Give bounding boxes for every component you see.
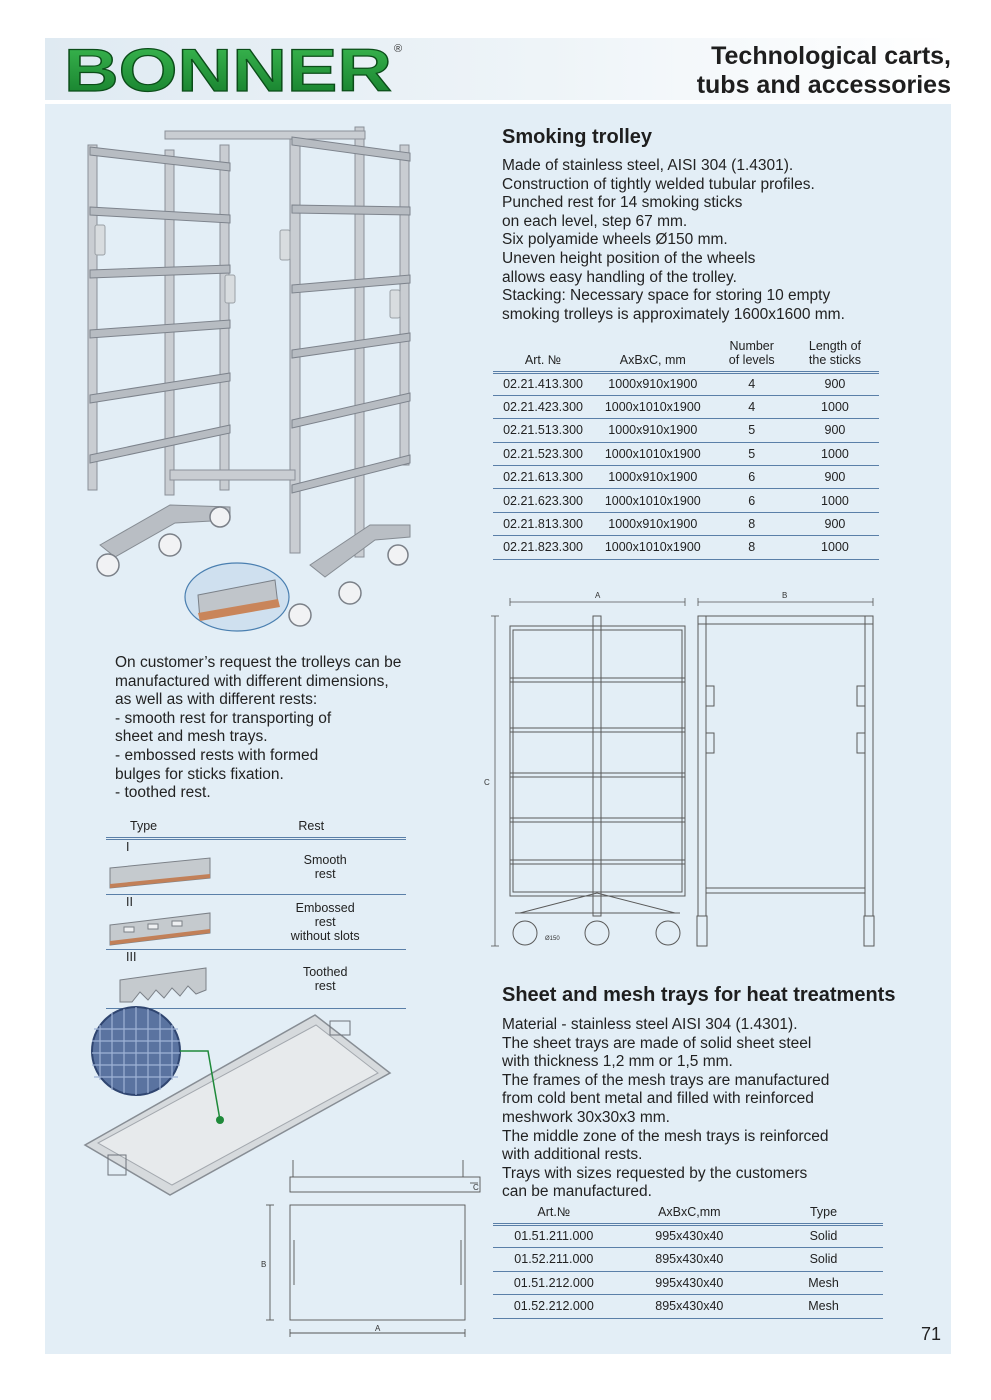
description-line: as well as with different rests: — [115, 691, 318, 709]
header-title-line2: tubs and accessories — [696, 71, 951, 99]
page-header-title — [697, 42, 951, 100]
table-row: III Toothed rest — [106, 949, 406, 1008]
trolley-technical-drawing — [480, 588, 880, 953]
col-header-rest: Rest — [244, 806, 406, 838]
dimension-label-c: C — [484, 778, 490, 787]
trays-description — [502, 1016, 829, 1202]
logo-text: BONNER — [64, 38, 392, 98]
dimension-label-b: B — [261, 1260, 267, 1269]
smoking-trolley-description — [502, 157, 845, 324]
description-line: meshwork 30x30x3 mm. — [502, 1108, 670, 1126]
tray-technical-drawing — [260, 1155, 490, 1340]
wheel-dimension-label: Ø150 — [545, 936, 560, 942]
description-line: manufactured with different dimensions, — [115, 672, 389, 690]
description-line: - toothed rest. — [115, 784, 211, 802]
header-title-line1: Technological carts, — [711, 42, 951, 70]
description-line: - embossed rests with formed — [115, 746, 319, 764]
description-line: On customer’s request the trolleys can be — [115, 654, 402, 671]
trays-table — [493, 1202, 883, 1319]
page-number: 71 — [920, 1324, 941, 1344]
col-header-dimensions: AxBxC,mm — [615, 1202, 764, 1224]
trays-title: Sheet and mesh trays for heat treatments — [502, 984, 896, 1006]
smoking-trolley-title: Smoking trolley — [502, 126, 653, 148]
smooth-rest-image — [106, 854, 214, 894]
col-header-type: Type — [106, 806, 244, 838]
col-header-type: Type — [764, 1202, 883, 1224]
col-header-levels: Number of levels — [713, 338, 791, 372]
table-row: 01.52.212.000 895x430x40 Mesh — [493, 1295, 883, 1319]
table-row: 02.21.623.300 1000x1010x1900 6 1000 — [493, 489, 879, 512]
description-line: Trays with sizes requested by the customers — [502, 1164, 808, 1182]
smoking-trolley-table — [493, 338, 879, 560]
description-line: - smooth rest for transporting of — [115, 709, 332, 727]
table-row: 02.21.513.300 1000x910x1900 5 900 — [493, 419, 879, 442]
dimension-label-c: C — [473, 1183, 479, 1192]
dimension-label-a: A — [375, 1324, 381, 1333]
description-line: with thickness 1,2 mm or 1,5 mm. — [502, 1053, 733, 1071]
dimension-label-b: B — [782, 591, 788, 600]
table-row: I Smooth rest — [106, 838, 406, 894]
bonner-logo — [62, 38, 412, 98]
custom-rests-description — [115, 654, 401, 803]
description-line: The middle zone of the mesh trays is reinforced — [502, 1127, 829, 1145]
description-line: with additional rests. — [502, 1146, 643, 1164]
rest-types-table — [106, 806, 406, 1009]
table-row: 01.51.211.000 995x430x40 Solid — [493, 1224, 883, 1248]
col-header-dimensions: AxBxC, mm — [593, 338, 712, 372]
table-row: 02.21.823.300 1000x1010x1900 8 1000 — [493, 536, 879, 559]
table-row: 01.52.211.000 895x430x40 Solid — [493, 1248, 883, 1272]
description-line: Stacking: Necessary space for storing 10 empty — [502, 287, 831, 305]
description-line: The sheet trays are made of solid sheet steel — [502, 1034, 812, 1052]
smoking-trolley-image — [80, 125, 425, 645]
description-line: bulges for sticks fixation. — [115, 765, 284, 783]
description-line: sheet and mesh trays. — [115, 728, 268, 746]
table-row: 02.21.523.300 1000x1010x1900 5 1000 — [493, 442, 879, 465]
description-line: Made of stainless steel, AISI 304 (1.4301). — [502, 157, 794, 174]
registered-mark: ® — [394, 43, 403, 55]
col-header-stick-length: Length of the sticks — [791, 338, 879, 372]
description-line: Construction of tightly welded tubular profiles. — [502, 175, 815, 193]
description-line: allows easy handling of the trolley. — [502, 268, 737, 286]
table-row: 02.21.613.300 1000x910x1900 6 900 — [493, 466, 879, 489]
table-row: 01.51.212.000 995x430x40 Mesh — [493, 1271, 883, 1295]
description-line: Uneven height position of the wheels — [502, 249, 756, 267]
description-line: from cold bent metal and filled with reinforced — [502, 1090, 814, 1108]
description-line: Six polyamide wheels Ø150 mm. — [502, 231, 728, 249]
embossed-rest-image — [106, 909, 214, 949]
description-line: smoking trolleys is approximately 1600x1600 mm. — [502, 305, 845, 323]
table-row: II Embossed rest without slots — [106, 894, 406, 949]
toothed-rest-image — [106, 964, 214, 1008]
description-line: Punched rest for 14 smoking sticks — [502, 194, 743, 212]
dimension-label-a: A — [595, 591, 601, 600]
table-row: 02.21.423.300 1000x1010x1900 4 1000 — [493, 395, 879, 418]
description-line: The frames of the mesh trays are manufactured — [502, 1071, 830, 1089]
col-header-art: Art. № — [493, 338, 593, 372]
description-line: Material - stainless steel AISI 304 (1.4301). — [502, 1016, 798, 1033]
description-line: on each level, step 67 mm. — [502, 212, 688, 230]
table-row: 02.21.813.300 1000x910x1900 8 900 — [493, 512, 879, 535]
description-line: can be manufactured. — [502, 1183, 652, 1201]
col-header-art: Art.№ — [493, 1202, 615, 1224]
table-row: 02.21.413.300 1000x910x1900 4 900 — [493, 372, 879, 395]
